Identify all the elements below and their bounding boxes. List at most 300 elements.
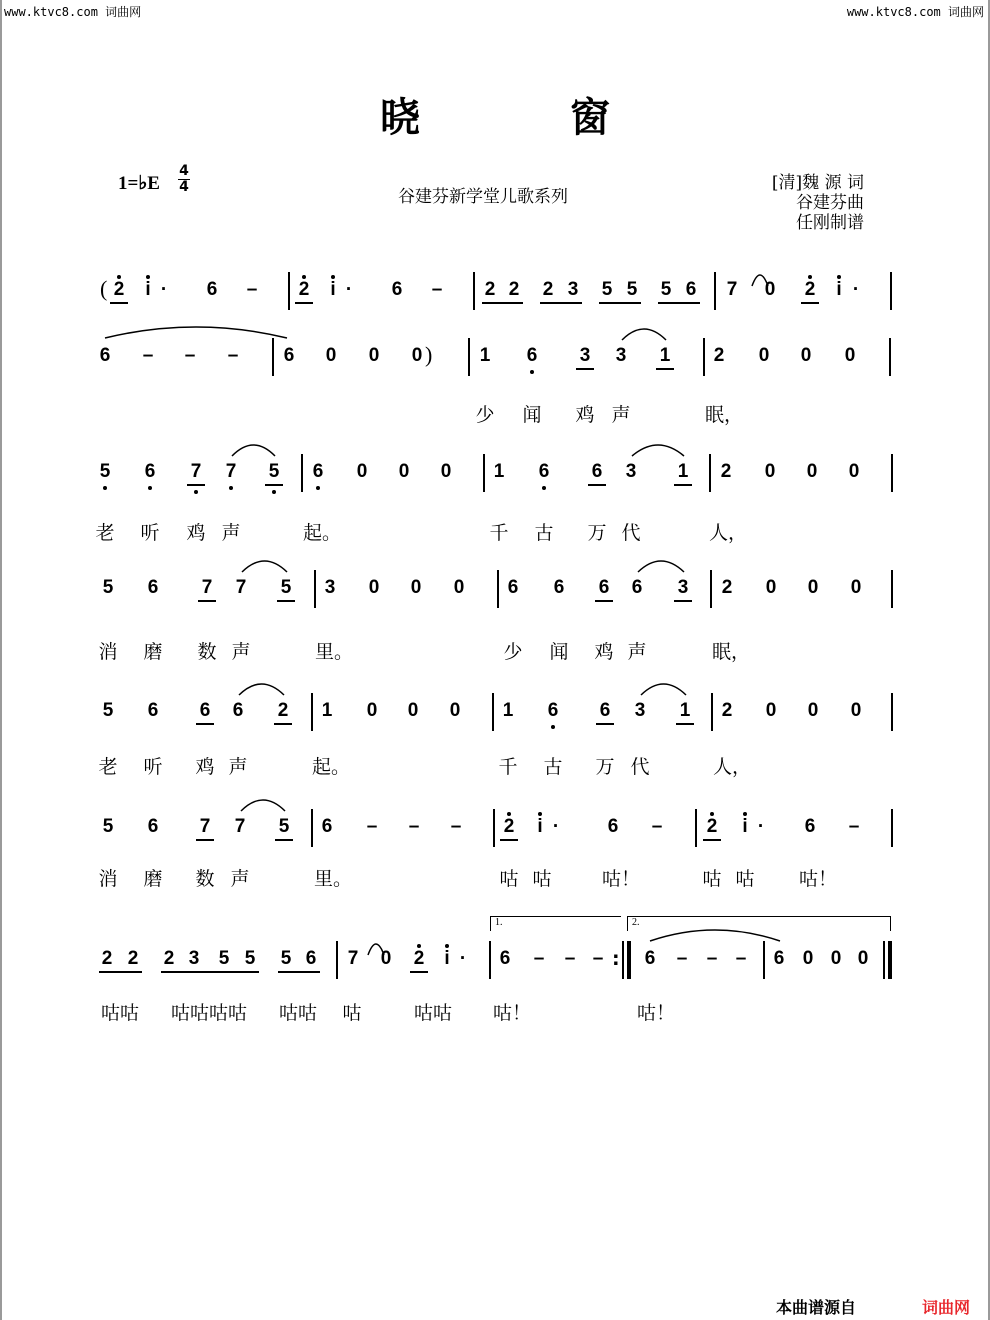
- lyric-syllable: 声: [230, 868, 250, 890]
- note: 0: [802, 948, 814, 969]
- note: 6: [547, 700, 559, 721]
- lyric-syllable: 数: [195, 868, 215, 890]
- barline: [473, 272, 475, 310]
- underline: [198, 600, 216, 602]
- note: 5: [268, 461, 280, 482]
- octave-dot-high: [710, 812, 714, 816]
- slur: [239, 684, 284, 695]
- octave-dot-low: [551, 725, 555, 729]
- note: 0: [764, 461, 776, 482]
- note: 2: [542, 279, 554, 300]
- credit-transcriber: 任刚制谱: [796, 213, 864, 233]
- note: 2: [113, 279, 125, 300]
- underline: [187, 484, 205, 486]
- watermark-right[interactable]: www.ktvc8.com 词曲网: [846, 5, 984, 19]
- octave-dot-low: [542, 486, 546, 490]
- note: ·: [757, 816, 765, 837]
- octave-dot-high: [302, 275, 306, 279]
- note: 6: [526, 345, 538, 366]
- octave-dot-high: [743, 812, 747, 816]
- slur: [650, 930, 780, 941]
- underline: [265, 484, 283, 486]
- note: 1: [502, 700, 514, 721]
- underline: [110, 302, 128, 304]
- note: 0: [764, 279, 776, 300]
- slur: [632, 445, 684, 456]
- note: 0: [806, 461, 818, 482]
- note: 0: [830, 948, 842, 969]
- note: 2: [413, 948, 425, 969]
- note: 0: [453, 577, 465, 598]
- note: 0: [325, 345, 337, 366]
- note: 0: [807, 700, 819, 721]
- octave-dot-high: [538, 812, 542, 816]
- note: 0: [850, 700, 862, 721]
- slur: [232, 445, 275, 456]
- note: 7: [201, 577, 213, 598]
- note: 6: [631, 577, 643, 598]
- underline: [275, 839, 293, 841]
- barline: [489, 941, 491, 979]
- barline: [890, 272, 892, 310]
- barline: [883, 941, 885, 979]
- underline: [674, 600, 692, 602]
- note: 6: [599, 700, 611, 721]
- octave-dot-high: [331, 275, 335, 279]
- song-title: [0, 86, 990, 143]
- note: 0: [850, 577, 862, 598]
- note: 6: [507, 577, 519, 598]
- note: 2: [163, 948, 175, 969]
- note: 7: [726, 279, 738, 300]
- lyric-syllable: 咕！: [601, 868, 641, 890]
- lyric-syllable: 咕: [702, 868, 722, 890]
- octave-dot-high: [445, 944, 449, 948]
- footer-source-label: 本曲谱源自: [776, 1298, 857, 1317]
- note: 2: [101, 948, 113, 969]
- paren-open: (: [100, 276, 108, 301]
- note: 0: [368, 577, 380, 598]
- lyric-syllable: 老: [95, 522, 115, 544]
- slur: [641, 684, 686, 695]
- note: 5: [278, 816, 290, 837]
- octave-dot-low: [103, 486, 107, 490]
- lyric-syllable: 古: [543, 756, 563, 778]
- lyric-syllable: 起。: [311, 756, 351, 778]
- slur: [105, 327, 287, 338]
- barline: [714, 272, 716, 310]
- lyric-syllable: 眠，: [704, 404, 744, 426]
- note: 2: [721, 577, 733, 598]
- beam-underline: [540, 302, 582, 304]
- underline: [576, 368, 594, 370]
- lyric-syllable: 消: [98, 641, 118, 663]
- note: 3: [677, 577, 689, 598]
- note: 5: [601, 279, 613, 300]
- note: 6: [321, 816, 333, 837]
- barline: [314, 570, 316, 608]
- note: 5: [102, 816, 114, 837]
- note: 5: [102, 700, 114, 721]
- lyric-syllable: 咕: [735, 868, 755, 890]
- note: ·: [552, 816, 560, 837]
- lyric-syllable: 听: [143, 756, 163, 778]
- note: 0: [410, 577, 422, 598]
- note: –: [564, 948, 576, 969]
- note: 6: [312, 461, 324, 482]
- note: 0: [411, 345, 423, 366]
- octave-dot-low: [272, 490, 276, 494]
- note: –: [735, 948, 747, 969]
- note: 2: [706, 816, 718, 837]
- lyric-syllable: 声: [221, 522, 241, 544]
- note: 1: [479, 345, 491, 366]
- note: 6: [206, 279, 218, 300]
- barline: [493, 809, 495, 847]
- lyric-syllable: 咕咕咕咕: [170, 1002, 248, 1024]
- key-signature: 1=♭E: [118, 173, 160, 194]
- barline: [301, 454, 303, 492]
- lyric-syllable: 咕咕: [278, 1002, 318, 1024]
- note: 6: [598, 577, 610, 598]
- barline: [711, 693, 713, 731]
- note: 2: [503, 816, 515, 837]
- note: 5: [244, 948, 256, 969]
- note: 2: [277, 700, 289, 721]
- barline: [468, 338, 470, 376]
- lyric-syllable: 鸡: [575, 404, 595, 426]
- barline: [891, 809, 893, 847]
- note: 7: [234, 816, 246, 837]
- lyric-syllable: 老: [98, 756, 118, 778]
- note: 1: [679, 700, 691, 721]
- note: 2: [127, 948, 139, 969]
- lyric-syllable: 咕！: [492, 1002, 532, 1024]
- note: 0: [844, 345, 856, 366]
- barline: [627, 941, 631, 979]
- note: 2: [484, 279, 496, 300]
- barline: [311, 809, 313, 847]
- note: 2: [804, 279, 816, 300]
- note: 6: [644, 948, 656, 969]
- note: 1: [493, 461, 505, 482]
- octave-dot-high: [837, 275, 841, 279]
- note: 0: [440, 461, 452, 482]
- underline: [277, 600, 295, 602]
- note: 6: [391, 279, 403, 300]
- slur: [242, 561, 287, 572]
- note: i: [330, 279, 336, 300]
- lyric-syllable: 鸡: [186, 522, 206, 544]
- note: 6: [144, 461, 156, 482]
- lyric-syllable: 里。: [314, 641, 354, 663]
- lyric-syllable: 声: [611, 404, 631, 426]
- note: 6: [147, 816, 159, 837]
- lyric-syllable: 咕: [532, 868, 552, 890]
- underline: [295, 302, 313, 304]
- note: 6: [591, 461, 603, 482]
- note: 6: [199, 700, 211, 721]
- note: 1: [321, 700, 333, 721]
- credit-composer: 谷建芬曲: [796, 193, 864, 213]
- lyric-syllable: 咕！: [636, 1002, 676, 1024]
- lyric-syllable: 鸡: [594, 641, 614, 663]
- note: 0: [848, 461, 860, 482]
- volta-label: 2.: [632, 917, 640, 928]
- note: 6: [283, 345, 295, 366]
- note: 5: [102, 577, 114, 598]
- credits: [772, 173, 864, 233]
- note: –: [848, 816, 860, 837]
- note: 6: [685, 279, 697, 300]
- lyric-syllable: 声: [231, 641, 251, 663]
- note: 5: [626, 279, 638, 300]
- barline: [497, 570, 499, 608]
- beam-underline: [599, 302, 641, 304]
- note: ·: [160, 279, 168, 300]
- barline: [891, 570, 893, 608]
- note: 6: [553, 577, 565, 598]
- note: 5: [218, 948, 230, 969]
- barline: [336, 941, 338, 979]
- note: 1: [659, 345, 671, 366]
- lyric-syllable: 声: [627, 641, 647, 663]
- note: –: [227, 345, 239, 366]
- barline: [891, 454, 893, 492]
- note: 5: [99, 461, 111, 482]
- note: 6: [607, 816, 619, 837]
- barline: [695, 809, 697, 847]
- note: i: [444, 948, 450, 969]
- paren-close: ): [425, 342, 433, 367]
- lyric-syllable: 磨: [143, 868, 163, 890]
- octave-dot-high: [808, 275, 812, 279]
- lyric-syllable: 代: [630, 756, 650, 778]
- volta-first-ending: [490, 916, 621, 931]
- note: –: [450, 816, 462, 837]
- lyric-syllable: 咕: [342, 1002, 362, 1024]
- underline: [656, 368, 674, 370]
- lyric-syllable: 咕咕: [100, 1002, 140, 1024]
- song-title-char-1: 晓: [380, 94, 420, 141]
- note: 0: [765, 700, 777, 721]
- note: 0: [857, 948, 869, 969]
- beam-underline: [278, 971, 320, 973]
- lyric-syllable: 千: [489, 522, 509, 544]
- octave-dot-low: [316, 486, 320, 490]
- note: 2: [721, 700, 733, 721]
- series-name: 谷建芬新学堂儿歌系列: [398, 187, 568, 207]
- note: 3: [324, 577, 336, 598]
- note: i: [537, 816, 543, 837]
- lyric-syllable: 古: [534, 522, 554, 544]
- beam-underline: [99, 971, 142, 973]
- beam-underline: [658, 302, 700, 304]
- barline: [288, 272, 290, 310]
- note: –: [246, 279, 258, 300]
- credit-lyricist: [清]魏 源 词: [771, 173, 864, 193]
- note: 5: [280, 948, 292, 969]
- lyric-syllable: 万: [587, 522, 607, 544]
- watermark-left[interactable]: www.ktvc8.com 词曲网: [4, 5, 142, 19]
- note: –: [366, 816, 378, 837]
- lyric-syllable: 磨: [143, 641, 163, 663]
- octave-dot-low: [530, 370, 534, 374]
- underline: [196, 839, 214, 841]
- barline: [311, 693, 313, 731]
- note: 6: [773, 948, 785, 969]
- note: 7: [199, 816, 211, 837]
- beam-underline: [161, 971, 259, 973]
- barline: [888, 941, 892, 979]
- underline: [196, 723, 214, 725]
- note: 6: [499, 948, 511, 969]
- note: 3: [625, 461, 637, 482]
- footer-site-link[interactable]: 词曲网: [922, 1298, 971, 1317]
- note: 7: [190, 461, 202, 482]
- note: –: [651, 816, 663, 837]
- lyric-syllable: 闻: [522, 404, 542, 426]
- note: –: [592, 948, 604, 969]
- lyric-syllable: 少: [503, 641, 523, 663]
- note: 6: [99, 345, 111, 366]
- note: 0: [758, 345, 770, 366]
- note: 0: [800, 345, 812, 366]
- octave-dot-low: [148, 486, 152, 490]
- lyric-syllable: 眠，: [711, 641, 751, 663]
- barline: [622, 941, 624, 979]
- note: 0: [449, 700, 461, 721]
- octave-dot-low: [194, 490, 198, 494]
- underline: [274, 723, 292, 725]
- note: 0: [380, 948, 392, 969]
- note: 6: [305, 948, 317, 969]
- song-title-char-2: 窗: [570, 94, 610, 141]
- note: –: [142, 345, 154, 366]
- note: 3: [579, 345, 591, 366]
- note: i: [145, 279, 151, 300]
- note: 0: [368, 345, 380, 366]
- underline: [703, 839, 721, 841]
- lyric-syllable: 人，: [712, 756, 752, 778]
- barline: [763, 941, 765, 979]
- underline: [676, 723, 694, 725]
- note: ·: [345, 279, 353, 300]
- note: 1: [677, 461, 689, 482]
- lyric-syllable: 数: [197, 641, 217, 663]
- note: i: [742, 816, 748, 837]
- note: 0: [356, 461, 368, 482]
- note: –: [184, 345, 196, 366]
- note: 2: [713, 345, 725, 366]
- note: 7: [347, 948, 359, 969]
- time-signature: [178, 165, 190, 194]
- octave-dot-high: [146, 275, 150, 279]
- underline: [596, 723, 614, 725]
- note: 6: [232, 700, 244, 721]
- page-frame-left: [0, 0, 2, 1320]
- barline: [710, 570, 712, 608]
- lyric-syllable: 起。: [302, 522, 342, 544]
- note: 3: [188, 948, 200, 969]
- slur: [622, 329, 666, 340]
- barline: [709, 454, 711, 492]
- repeat-dots: :: [612, 948, 620, 970]
- note: ·: [459, 948, 467, 969]
- note: i: [836, 279, 842, 300]
- barline: [891, 693, 893, 731]
- note: 2: [298, 279, 310, 300]
- lyric-syllable: 闻: [549, 641, 569, 663]
- octave-dot-high: [507, 812, 511, 816]
- lyric-syllable: 消: [98, 868, 118, 890]
- note: –: [706, 948, 718, 969]
- slur: [241, 800, 285, 811]
- volta-second-ending: [627, 916, 891, 931]
- time-signature-bottom: 4: [179, 179, 189, 195]
- lyric-syllable: 鸡: [195, 756, 215, 778]
- slur: [638, 561, 684, 572]
- lyric-syllable: 咕咕: [413, 1002, 453, 1024]
- note: –: [533, 948, 545, 969]
- barline: [703, 338, 705, 376]
- note: 7: [225, 461, 237, 482]
- note: 0: [366, 700, 378, 721]
- lyric-syllable: 代: [621, 522, 641, 544]
- underline: [588, 484, 606, 486]
- note: ·: [852, 279, 860, 300]
- note: 6: [538, 461, 550, 482]
- octave-dot-low: [229, 486, 233, 490]
- note: 2: [720, 461, 732, 482]
- lyric-syllable: 咕！: [798, 868, 838, 890]
- lyric-syllable: 听: [140, 522, 160, 544]
- note: 0: [765, 577, 777, 598]
- beam-underline: [482, 302, 523, 304]
- barline: [483, 454, 485, 492]
- lyric-syllable: 少: [475, 404, 495, 426]
- note: 3: [567, 279, 579, 300]
- lyric-syllable: 万: [595, 756, 615, 778]
- barline: [889, 338, 891, 376]
- underline: [674, 484, 692, 486]
- note: –: [676, 948, 688, 969]
- lyric-syllable: 千: [498, 756, 518, 778]
- note: 3: [615, 345, 627, 366]
- note: 0: [807, 577, 819, 598]
- octave-dot-high: [117, 275, 121, 279]
- underline: [595, 600, 613, 602]
- note: 0: [407, 700, 419, 721]
- note: 6: [147, 577, 159, 598]
- lyric-syllable: 里。: [313, 868, 353, 890]
- barline: [492, 693, 494, 731]
- note: 5: [660, 279, 672, 300]
- lyric-syllable: 声: [228, 756, 248, 778]
- barline: [272, 338, 274, 376]
- lyric-syllable: 人，: [708, 522, 748, 544]
- note: 6: [804, 816, 816, 837]
- underline: [801, 302, 819, 304]
- note: 2: [508, 279, 520, 300]
- note: 3: [634, 700, 646, 721]
- note: 6: [147, 700, 159, 721]
- note: –: [408, 816, 420, 837]
- volta-label: 1.: [495, 917, 503, 928]
- underline: [500, 839, 518, 841]
- note: 0: [398, 461, 410, 482]
- note: 7: [235, 577, 247, 598]
